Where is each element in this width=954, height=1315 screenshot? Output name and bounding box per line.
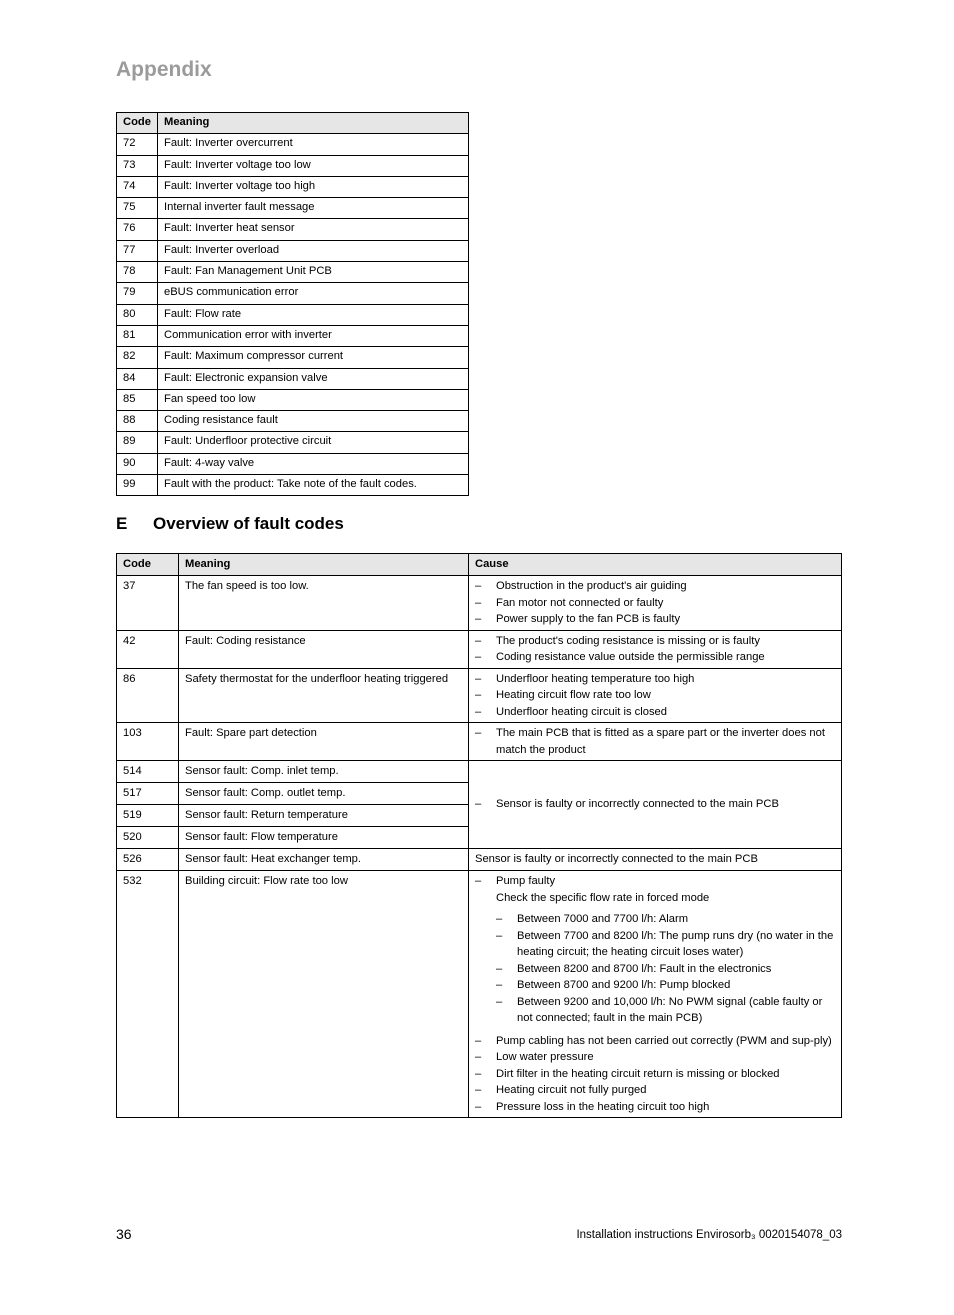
code-cell: 520 [117,827,179,849]
meaning-cell: Fault: Inverter voltage too low [158,155,469,176]
cause-item: – The main PCB that is fitted as a spare part or the inverter does not match the product [475,725,835,758]
table-row [117,576,842,631]
cause-item: – Coding resistance value outside the permissible range [475,649,835,666]
meaning-cell: Internal inverter fault message [158,198,469,219]
code-cell: 76 [117,219,158,240]
code-cell: 80 [117,304,158,325]
table-row [117,262,469,283]
code-cell: 77 [117,240,158,261]
cause-cell [469,871,842,1118]
section-title-text: Overview of fault codes [153,514,344,533]
meaning-cell: The fan speed is too low. [179,576,469,631]
cause-item: – Heating circuit flow rate too low [475,687,835,704]
table-row [117,849,842,871]
meaning-cell: Coding resistance fault [158,411,469,432]
cause-cell [469,576,842,631]
fault-code-overview-table [116,553,842,1118]
code-cell: 82 [117,347,158,368]
code-cell: 103 [117,723,179,761]
column-header-cause: Cause [469,554,842,576]
code-cell: 532 [117,871,179,1118]
column-header-meaning: Meaning [158,113,469,134]
meaning-cell: eBUS communication error [158,283,469,304]
cause-item: – Power supply to the fan PCB is faulty [475,611,835,628]
meaning-cell: Fault: Inverter overcurrent [158,134,469,155]
cause-cell [469,723,842,761]
code-cell: 99 [117,475,158,496]
meaning-cell: Fault: Inverter voltage too high [158,176,469,197]
table-row [117,668,842,723]
meaning-cell: Sensor fault: Return temperature [179,805,469,827]
code-cell: 85 [117,389,158,410]
code-cell: 517 [117,783,179,805]
sub-item: – Between 8200 and 8700 l/h: Fault in the electronics [496,961,835,978]
cause-item-text: – Pump faulty [496,875,556,887]
sub-item: – Between 7700 and 8200 l/h: The pump runs dry (no water in the heating circuit; the heating circuit loses water) [496,928,835,961]
meaning-cell: Sensor fault: Comp. inlet temp. [179,761,469,783]
table-row [117,155,469,176]
meaning-cell: Sensor fault: Comp. outlet temp. [179,783,469,805]
cause-list [475,671,835,721]
table-row [117,389,469,410]
cause-item: – Sensor is faulty or incorrectly connected to the main PCB [475,796,835,813]
meaning-cell: Fault: Underfloor protective circuit [158,432,469,453]
meaning-cell: Fault: Spare part detection [179,723,469,761]
code-cell: 78 [117,262,158,283]
code-cell: 514 [117,761,179,783]
meaning-cell: Fault: 4-way valve [158,453,469,474]
table-row [117,411,469,432]
cause-list [475,578,835,628]
meaning-cell: Fault: Maximum compressor current [158,347,469,368]
cause-cell [469,630,842,668]
table-row [117,283,469,304]
code-cell: 81 [117,325,158,346]
meaning-cell: Fault: Electronic expansion valve [158,368,469,389]
cause-item: – Heating circuit not fully purged [475,1082,835,1099]
meaning-cell: Fault with the product: Take note of the fault codes. [158,475,469,496]
table-row [117,134,469,155]
section-letter: E [116,514,128,533]
cause-list [475,873,835,1115]
code-cell: 90 [117,453,158,474]
code-cell: 42 [117,630,179,668]
page-number: 36 [116,1226,132,1242]
code-cell: 519 [117,805,179,827]
code-cell: 89 [117,432,158,453]
meaning-cell: Fault: Flow rate [158,304,469,325]
sub-item: – Between 9200 and 10,000 l/h: No PWM signal (cable faulty or not connected; fault in the main PCB) [496,994,835,1027]
cause-item: – Obstruction in the product's air guiding [475,578,835,595]
cause-list [475,796,835,813]
sub-item: – Between 8700 and 9200 l/h: Pump blocked [496,977,835,994]
cause-item: – Underfloor heating circuit is closed [475,704,835,721]
code-cell: 72 [117,134,158,155]
meaning-cell: Communication error with inverter [158,325,469,346]
meaning-cell: Fault: Coding resistance [179,630,469,668]
meaning-cell: Fault: Fan Management Unit PCB [158,262,469,283]
table-row [117,176,469,197]
meaning-cell: Fan speed too low [158,389,469,410]
table-row [117,432,469,453]
table-header-row [117,113,469,134]
column-header-code: Code [117,554,179,576]
meaning-cell: Sensor fault: Heat exchanger temp. [179,849,469,871]
table-row [117,368,469,389]
table-row [117,219,469,240]
code-cell: 37 [117,576,179,631]
document-reference: Installation instructions Envirosorb₃ 0020154078_03 [576,1229,842,1241]
code-cell: 526 [117,849,179,871]
column-header-code: Code [117,113,158,134]
code-cell: 73 [117,155,158,176]
cause-list [475,725,835,758]
cause-item: – Low water pressure [475,1049,835,1066]
table-row [117,325,469,346]
code-cell: 79 [117,283,158,304]
cause-list [475,633,835,666]
cause-item: – Pressure loss in the heating circuit too high [475,1099,835,1116]
code-cell: 88 [117,411,158,432]
table-row [117,240,469,261]
fault-code-table-continued [116,112,469,496]
table-header-row [117,554,842,576]
cause-item-note: Check the specific flow rate in forced mode [496,891,710,904]
table-row [117,630,842,668]
meaning-cell: Fault: Inverter heat sensor [158,219,469,240]
table-row [117,304,469,325]
cause-item: – The product's coding resistance is missing or is faulty [475,633,835,650]
table-row [117,475,469,496]
flow-rate-sublist [496,911,835,1027]
table-row [117,198,469,219]
section-title [116,514,344,534]
meaning-cell: Sensor fault: Flow temperature [179,827,469,849]
cause-item: – Dirt filter in the heating circuit return is missing or blocked [475,1066,835,1083]
cause-item: – Pump cabling has not been carried out correctly (PWM and sup-ply) [475,1033,835,1050]
cause-cell: Sensor is faulty or incorrectly connected to the main PCB [469,849,842,871]
cause-item: – Fan motor not connected or faulty [475,595,835,612]
meaning-cell: Safety thermostat for the underfloor heating triggered [179,668,469,723]
column-header-meaning: Meaning [179,554,469,576]
meaning-cell: Fault: Inverter overload [158,240,469,261]
cause-cell-merged [469,761,842,849]
page-heading: Appendix [116,58,212,81]
cause-cell [469,668,842,723]
table-row [117,723,842,761]
code-cell: 75 [117,198,158,219]
table-row [117,761,842,783]
code-cell: 74 [117,176,158,197]
sub-item: – Between 7000 and 7700 l/h: Alarm [496,911,835,928]
meaning-cell: Building circuit: Flow rate too low [179,871,469,1118]
code-cell: 84 [117,368,158,389]
table-row [117,453,469,474]
code-cell: 86 [117,668,179,723]
table-row [117,347,469,368]
cause-item: – Underfloor heating temperature too high [475,671,835,688]
cause-item [475,873,835,1027]
table-row [117,871,842,1118]
